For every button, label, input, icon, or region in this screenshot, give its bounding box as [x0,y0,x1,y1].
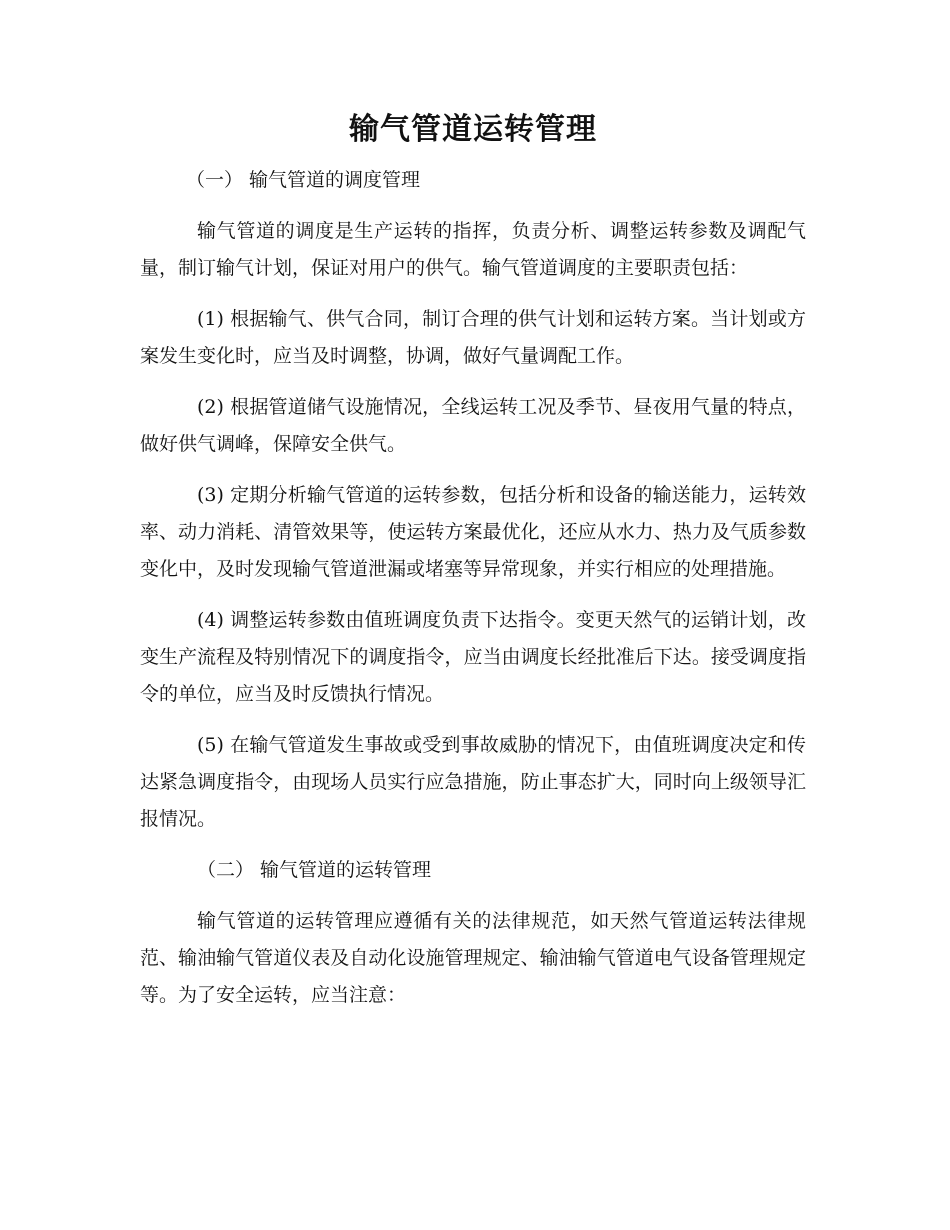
list-item: (3) 定期分析输气管道的运转参数，包括分析和设备的输送能力，运转效率、动力消耗、清管效果等，使运转方案最优化，还应从水力、热力及气质参数变化中，及时发现输气管道泄漏或堵塞等异常现象，并实行相应的处理措施。 [140,484,806,580]
section-intro-operation: 输气管道的运转管理应遵循有关的法律规范，如天然气管道运转法律规范、输油输气管道仪表及自动化设施管理规定、输油输气管道电气设备管理规定等。为了安全运转，应当注意： [140,910,806,1006]
list-item: (4) 调整运转参数由值班调度负责下达指令。变更天然气的运销计划，改变生产流程及特别情况下的调度指令，应当由调度长经批准后下达。接受调度指令的单位，应当及时反馈执行情况。 [140,609,806,705]
section-intro-dispatch: 输气管道的调度是生产运转的指挥，负责分析、调整运转参数及调配气量，制订输气计划，保证对用户的供气。输气管道调度的主要职责包括： [140,220,806,279]
document-title: 输气管道运转管理 [349,112,597,147]
list-item: (1) 根据输气、供气合同，制订合理的供气计划和运转方案。当计划或方案发生变化时，应当及时调整，协调，做好气量调配工作。 [140,308,806,367]
section-heading-operation: （二） 输气管道的运转管理 [197,859,432,881]
list-item: (2) 根据管道储气设施情况，全线运转工况及季节、昼夜用气量的特点，做好供气调峰，保障安全供气。 [140,396,806,455]
document-page [140,108,806,1028]
list-item: (5) 在输气管道发生事故或受到事故威胁的情况下，由值班调度决定和传达紧急调度指令，由现场人员实行应急措施，防止事态扩大，同时向上级领导汇报情况。 [140,734,806,830]
section-heading-dispatch: （一） 输气管道的调度管理 [186,169,421,191]
